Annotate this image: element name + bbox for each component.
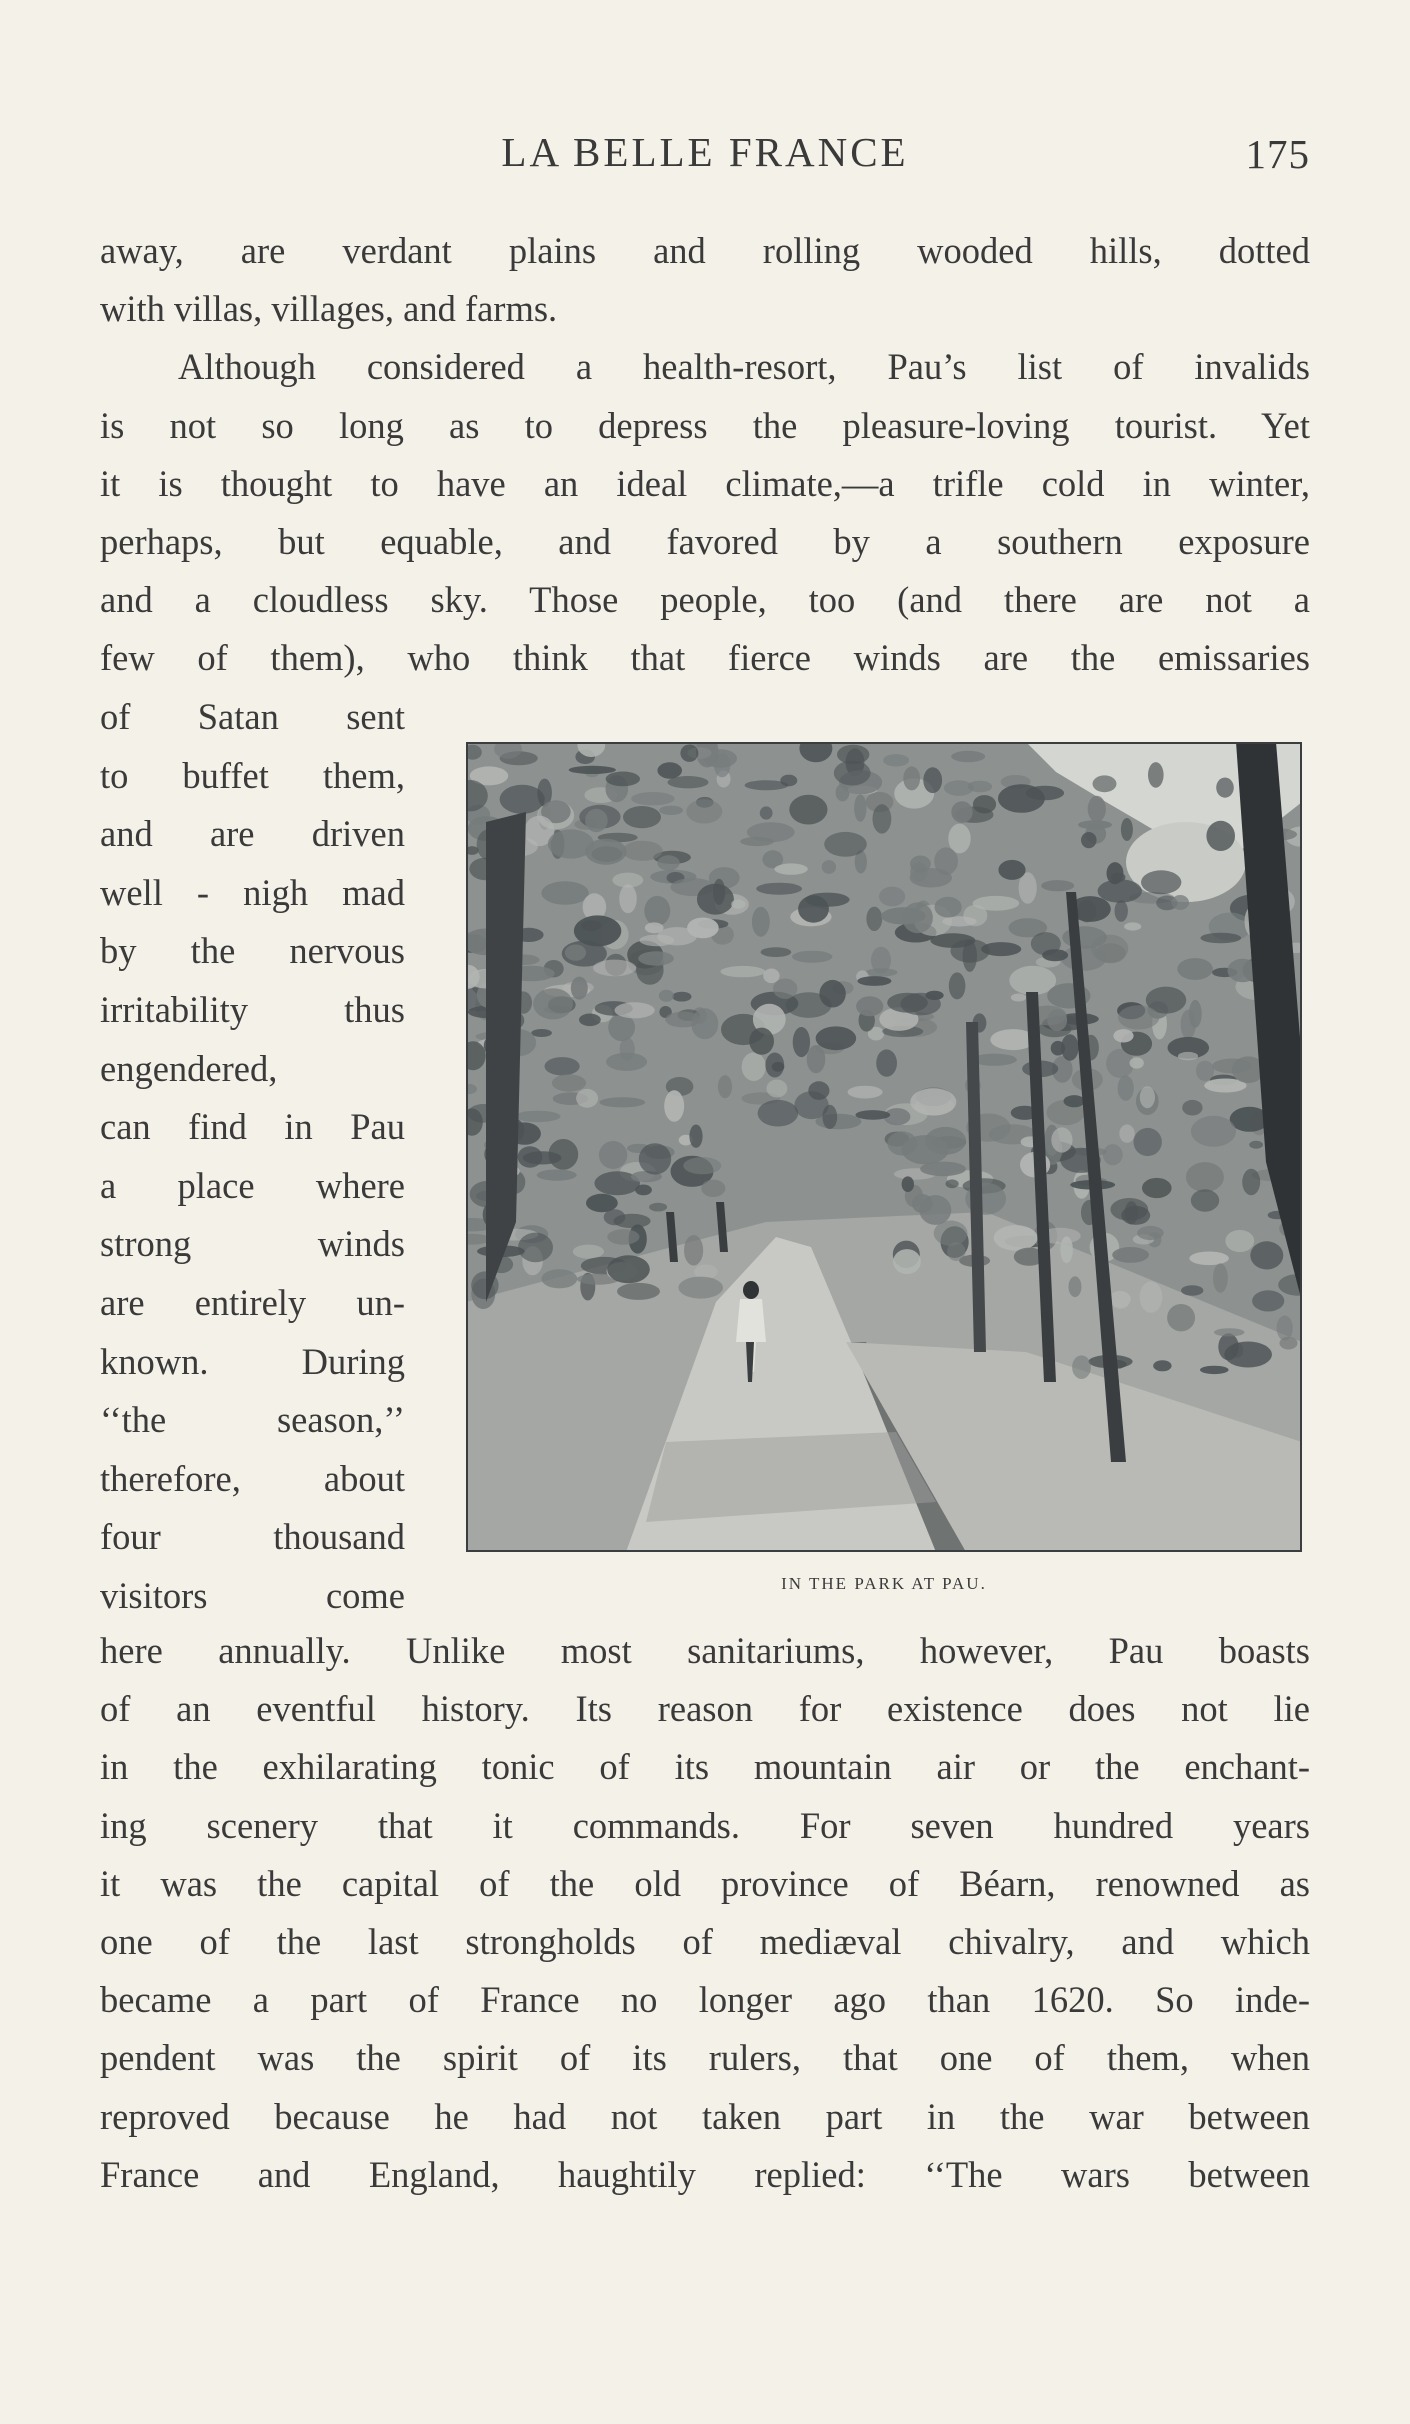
leaf-cluster xyxy=(789,795,827,825)
leaf-cluster xyxy=(855,1110,890,1120)
leaf-cluster xyxy=(919,1195,951,1225)
leaf-cluster xyxy=(612,873,643,888)
leaf-cluster xyxy=(930,933,975,948)
page-number: 175 xyxy=(1245,131,1310,177)
running-head xyxy=(100,128,1310,188)
leaf-cluster xyxy=(752,907,770,937)
leaf-cluster xyxy=(518,1146,543,1167)
leaf-cluster xyxy=(1196,1061,1214,1081)
leaf-cluster xyxy=(1225,1230,1254,1252)
leaf-cluster xyxy=(579,1014,601,1027)
side-line: four thousand xyxy=(100,1516,405,1558)
leaf-cluster xyxy=(576,1089,598,1108)
leaf-cluster xyxy=(1141,870,1181,894)
leaf-cluster xyxy=(1113,1029,1133,1042)
leaf-cluster xyxy=(740,837,774,846)
leaf-cluster xyxy=(910,1088,956,1115)
leaf-cluster xyxy=(934,1221,968,1246)
text-line: became a part of France no longer ago than 1620. So inde- xyxy=(100,1979,1310,2021)
leaf-cluster xyxy=(758,1100,799,1127)
text-line: pendent was the spirit of its rulers, that one of them, when xyxy=(100,2037,1310,2079)
leaf-cluster xyxy=(631,792,674,805)
leaf-cluster xyxy=(545,1057,580,1075)
leaf-cluster xyxy=(668,776,709,788)
leaf-cluster xyxy=(793,1027,810,1057)
text-line: and a cloudless sky. Those people, too (and there are not a xyxy=(100,579,1310,621)
leaf-cluster xyxy=(822,1105,837,1129)
text-line: is not so long as to depress the pleasure-loving tourist. Yet xyxy=(100,404,1310,446)
side-line: engendered, xyxy=(100,1047,278,1089)
leaf-cluster xyxy=(903,766,920,790)
leaf-cluster xyxy=(1107,862,1124,884)
leaf-cluster xyxy=(760,806,773,819)
text-line: one of the last strongholds of mediæval chivalry, and which xyxy=(100,1920,1310,1962)
side-line: to buffet them, xyxy=(100,754,405,796)
park-illustration xyxy=(466,742,1302,1552)
leaf-cluster xyxy=(866,968,898,976)
side-line: well - nigh mad xyxy=(100,871,405,913)
leaf-cluster xyxy=(1051,1127,1072,1152)
leaf-cluster xyxy=(1252,1290,1284,1311)
side-line: can find in Pau xyxy=(100,1106,405,1148)
leaf-cluster xyxy=(657,855,679,870)
leaf-cluster xyxy=(1134,1128,1162,1156)
leaf-cluster xyxy=(1061,1034,1079,1060)
text-line: ing scenery that it commands. For seven hundred years xyxy=(100,1804,1310,1846)
leaf-cluster xyxy=(680,745,698,762)
leaf-cluster xyxy=(1214,1328,1245,1336)
leaf-cluster xyxy=(515,1111,561,1122)
leaf-cluster xyxy=(998,784,1045,813)
side-line: ‘‘the season,’’ xyxy=(100,1399,405,1441)
text-line: it is thought to have an ideal climate,—a trifle cold in winter, xyxy=(100,462,1310,504)
side-line: are entirely un- xyxy=(100,1281,405,1323)
leaf-cluster xyxy=(1178,1052,1198,1060)
leaf-cluster xyxy=(518,1233,553,1263)
leaf-cluster xyxy=(657,762,682,778)
leaf-cluster xyxy=(569,766,616,774)
leaf-cluster xyxy=(1069,1276,1082,1297)
leaf-cluster xyxy=(714,753,730,777)
leaf-cluster xyxy=(1103,1144,1123,1165)
leaf-cluster xyxy=(731,900,745,909)
leaf-cluster xyxy=(824,832,867,857)
leaf-cluster xyxy=(1093,775,1117,792)
leaf-cluster xyxy=(678,1277,723,1299)
text-line: with villas, villages, and farms. xyxy=(100,288,558,330)
leaf-cluster xyxy=(1242,1169,1260,1195)
side-line: a place where xyxy=(100,1164,405,1206)
leaf-cluster xyxy=(883,754,909,766)
leaf-cluster xyxy=(756,883,802,895)
leaf-cluster xyxy=(879,887,905,907)
leaf-cluster xyxy=(1212,1059,1251,1074)
leaf-cluster xyxy=(902,1176,914,1192)
leaf-cluster xyxy=(619,884,637,913)
leaf-cluster xyxy=(1213,1263,1228,1293)
leaf-cluster xyxy=(792,951,832,963)
leaf-cluster xyxy=(1182,1100,1202,1116)
leaf-cluster xyxy=(772,1062,785,1072)
leaf-cluster xyxy=(767,1080,788,1098)
leaf-cluster xyxy=(1095,943,1126,963)
leaf-cluster xyxy=(622,841,662,861)
leaf-cluster xyxy=(607,1255,650,1283)
text-line: in the exhilarating tonic of its mountain air or the enchant- xyxy=(100,1746,1310,1788)
leaf-cluster xyxy=(1112,1247,1149,1263)
leaf-cluster xyxy=(1277,1316,1293,1341)
leaf-cluster xyxy=(934,847,958,875)
leaf-cluster xyxy=(1200,933,1241,944)
leaf-cluster xyxy=(1081,832,1097,848)
leaf-cluster xyxy=(819,980,845,1008)
leaf-cluster xyxy=(1078,820,1112,829)
leaf-cluster xyxy=(552,1074,586,1091)
leaf-cluster xyxy=(683,1157,721,1174)
text-line: away, are verdant plains and rolling wooded hills, dotted xyxy=(100,230,1310,271)
body-text-top xyxy=(100,222,1310,688)
leaf-cluster xyxy=(1206,821,1235,851)
leaf-cluster xyxy=(664,1090,684,1122)
body-text-bottom xyxy=(100,1622,1310,2204)
leaf-cluster xyxy=(1167,1304,1195,1331)
leaf-cluster xyxy=(949,972,966,999)
side-line: known. During xyxy=(100,1340,405,1382)
leaf-cluster xyxy=(994,1225,1038,1251)
leaf-cluster xyxy=(1137,1226,1164,1240)
leaf-cluster xyxy=(773,979,797,999)
leaf-cluster xyxy=(659,806,683,815)
leaf-cluster xyxy=(701,1180,725,1197)
leaf-cluster xyxy=(686,799,722,823)
leaf-cluster xyxy=(1031,932,1061,955)
leaf-cluster xyxy=(1140,1281,1163,1312)
leaf-cluster xyxy=(565,945,586,961)
leaf-cluster xyxy=(805,893,850,907)
leaf-cluster xyxy=(763,969,779,984)
leaf-cluster xyxy=(623,806,661,828)
leaf-cluster xyxy=(973,896,1020,911)
side-line: by the nervous xyxy=(100,930,405,972)
leaf-cluster xyxy=(1113,1299,1128,1308)
leaf-cluster xyxy=(721,966,766,977)
leaf-cluster xyxy=(923,767,942,793)
leaf-cluster xyxy=(951,801,972,823)
leaf-cluster xyxy=(1249,1141,1263,1149)
leaf-cluster xyxy=(1124,922,1141,930)
leaf-cluster xyxy=(856,996,883,1016)
leaf-cluster xyxy=(951,751,985,762)
leaf-cluster xyxy=(606,772,640,787)
leaf-cluster xyxy=(1041,880,1074,891)
leaf-cluster xyxy=(1077,900,1096,922)
side-line: visitors come xyxy=(100,1574,405,1616)
leaf-cluster xyxy=(1218,1333,1238,1360)
leaf-cluster xyxy=(659,990,674,1002)
side-line: therefore, about xyxy=(100,1457,405,1499)
side-line: strong winds xyxy=(100,1223,405,1265)
leaf-cluster xyxy=(1119,1124,1134,1142)
leaf-cluster xyxy=(689,1125,702,1148)
leaf-cluster xyxy=(697,884,734,915)
leaf-cluster xyxy=(848,1086,883,1099)
text-line: of an eventful history. Its reason for existence does not lie xyxy=(100,1688,1310,1730)
leaf-cluster xyxy=(615,1002,655,1018)
leaf-cluster xyxy=(920,1162,966,1177)
text-line: here annually. Unlike most sanitariums, however, Pau boasts xyxy=(100,1630,1310,1671)
leaf-cluster xyxy=(876,1049,897,1076)
leaf-cluster xyxy=(1153,1360,1171,1371)
leaf-cluster xyxy=(815,1114,861,1129)
leaf-cluster xyxy=(1011,994,1026,1002)
leaf-cluster xyxy=(1121,818,1133,841)
leaf-cluster xyxy=(1171,895,1189,910)
text-line: perhaps, but equable, and favored by a southern exposure xyxy=(100,520,1310,562)
leaf-cluster xyxy=(998,860,1025,880)
leaf-cluster xyxy=(1177,958,1213,980)
side-line: and are driven xyxy=(100,813,405,855)
park-photograph xyxy=(466,742,1302,1552)
leaf-cluster xyxy=(1216,778,1234,798)
leaf-cluster xyxy=(617,1283,660,1300)
leaf-cluster xyxy=(873,804,892,833)
leaf-cluster xyxy=(1098,879,1142,903)
leaf-cluster xyxy=(573,1245,604,1259)
leaf-cluster xyxy=(887,993,928,1013)
leaf-cluster xyxy=(672,992,691,1002)
leaf-cluster xyxy=(1110,1198,1148,1221)
leaf-cluster xyxy=(541,881,588,905)
leaf-cluster xyxy=(1186,1162,1224,1192)
leaf-cluster xyxy=(1181,1285,1203,1296)
leaf-cluster xyxy=(531,1029,552,1037)
leaf-cluster xyxy=(834,761,871,786)
leaf-cluster xyxy=(585,839,626,865)
leaf-cluster xyxy=(946,1179,959,1188)
leaf-cluster xyxy=(1191,1116,1236,1147)
leaf-cluster xyxy=(1140,1086,1155,1108)
leaf-cluster xyxy=(613,1214,650,1228)
leaf-cluster xyxy=(780,775,797,787)
leaf-cluster xyxy=(649,1203,667,1212)
leaf-cluster xyxy=(1189,1000,1202,1028)
leaf-cluster xyxy=(574,915,621,946)
leaf-cluster xyxy=(837,745,869,764)
leaf-cluster xyxy=(1191,1189,1219,1211)
leaf-cluster xyxy=(854,794,866,821)
text-line: reproved because he had not taken part in the war between xyxy=(100,2095,1310,2137)
leaf-cluster xyxy=(1250,1241,1283,1269)
leaf-cluster xyxy=(1189,1252,1229,1266)
leaf-cluster xyxy=(948,824,970,854)
leaf-cluster xyxy=(537,1170,577,1181)
text-line: Although considered a health-resort, Pau’s list of invalids xyxy=(178,346,1310,388)
leaf-cluster xyxy=(687,918,719,939)
leaf-cluster xyxy=(1130,1057,1144,1068)
text-line: few of them), who think that fierce winds are the emissaries xyxy=(100,637,1310,679)
leaf-cluster xyxy=(599,1141,627,1169)
leaf-cluster xyxy=(1118,1075,1134,1100)
leaf-cluster xyxy=(774,863,807,874)
leaf-cluster xyxy=(606,1053,647,1071)
leaf-cluster xyxy=(1047,1009,1067,1031)
leaf-cluster xyxy=(593,960,636,977)
leaf-cluster xyxy=(599,1097,645,1107)
leaf-cluster xyxy=(638,951,674,965)
leaf-cluster xyxy=(881,907,926,924)
leaf-cluster xyxy=(1072,1355,1091,1379)
text-line: France and England, haughtily replied: ‘‘The wars between xyxy=(100,2153,1310,2195)
leaf-cluster xyxy=(718,1075,732,1098)
leaf-cluster xyxy=(944,780,974,795)
leaf-cluster xyxy=(857,976,891,986)
leaf-cluster xyxy=(887,1131,917,1155)
leaf-cluster xyxy=(542,1269,578,1288)
leaf-cluster xyxy=(1280,1337,1298,1350)
leaf-cluster xyxy=(639,1143,671,1174)
leaf-cluster xyxy=(761,947,792,957)
leaf-cluster xyxy=(742,1052,766,1081)
leaf-cluster xyxy=(981,942,1021,956)
leaf-cluster xyxy=(1118,1005,1159,1029)
leaf-cluster xyxy=(749,1028,774,1055)
side-column-text xyxy=(100,688,405,1626)
leaf-cluster xyxy=(533,988,573,1019)
side-line: irritability thus xyxy=(100,988,405,1030)
leaf-cluster xyxy=(665,1012,700,1028)
leaf-cluster xyxy=(571,977,588,1000)
running-title: LA BELLE FRANCE xyxy=(501,129,909,175)
leaf-cluster xyxy=(816,1026,857,1050)
leaf-cluster xyxy=(935,897,962,918)
side-line: of Satan sent xyxy=(100,696,405,737)
leaf-cluster xyxy=(822,860,836,874)
leaf-cluster xyxy=(607,1229,639,1245)
figure-caption: IN THE PARK AT PAU. xyxy=(781,1574,987,1593)
leaf-cluster xyxy=(1064,1095,1085,1107)
leaf-cluster xyxy=(893,1249,921,1274)
leaf-cluster xyxy=(585,809,608,832)
leaf-cluster xyxy=(644,896,670,926)
leaf-cluster xyxy=(1200,1366,1229,1374)
leaf-cluster xyxy=(1115,900,1128,922)
leaf-cluster xyxy=(1148,762,1164,788)
leaf-cluster xyxy=(1088,796,1106,822)
leaf-cluster xyxy=(1142,1178,1172,1198)
leaf-cluster xyxy=(684,1235,703,1265)
text-line: it was the capital of the old province of Béarn, renowned as xyxy=(100,1862,1310,1904)
leaf-cluster xyxy=(866,907,882,931)
